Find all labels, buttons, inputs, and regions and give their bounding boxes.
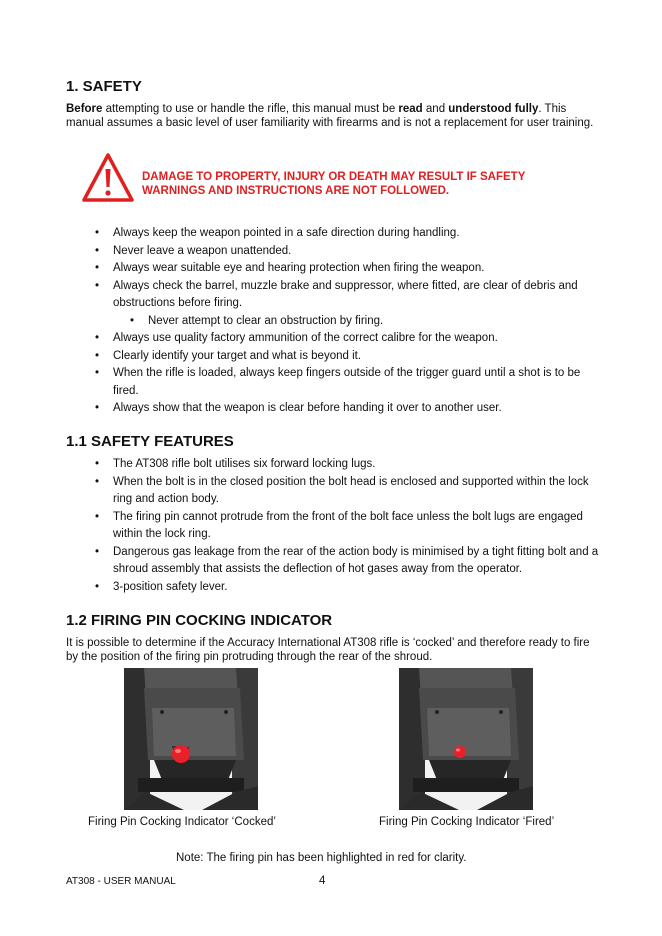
caption-cocked: Firing Pin Cocking Indicator ‘Cocked’ <box>88 816 276 828</box>
list-item: • Always check the barrel, muzzle brake and suppressor, where fitted, are clear of debris and obstructions before firing. <box>66 278 606 313</box>
firing-pin-cocked <box>172 745 190 763</box>
list-item: • When the bolt is in the closed position the bolt head is enclosed and supported within the lock ring and action body. <box>66 474 606 509</box>
safety-features-list <box>66 456 606 596</box>
page-number: 4 <box>319 875 326 887</box>
safety-warning-text: DAMAGE TO PROPERTY, INJURY OR DEATH MAY RESULT IF SAFETY WARNINGS AND INSTRUCTIONS ARE NOT FOLLOWED. <box>142 171 526 197</box>
list-item: • Always use quality factory ammunition of the correct calibre for the weapon. <box>66 330 606 348</box>
intro-understood: understood fully <box>448 103 539 115</box>
list-item: • The AT308 rifle bolt utilises six forward locking lugs. <box>66 456 606 474</box>
safety-intro-paragraph: Before attempting to use or handle the rifle, this manual must be read and understood fully. This manual assumes a basic level of user familiarity with firearms and is not a replacement for user training. <box>66 103 594 129</box>
photo-fired <box>399 668 533 810</box>
list-item: • 3-position safety lever. <box>66 579 606 597</box>
list-item: • Always keep the weapon pointed in a safe direction during handling. <box>66 225 606 243</box>
intro-before: Before <box>66 103 103 115</box>
exclamation-triangle-icon <box>80 150 136 206</box>
section-heading-safety-features: 1.1 SAFETY FEATURES <box>66 433 234 450</box>
intro-read: read <box>398 103 423 115</box>
list-sub-item: • Never attempt to clear an obstruction by firing. <box>66 313 606 331</box>
highlight-note: Note: The firing pin has been highlighted in red for clarity. <box>176 852 467 864</box>
list-item: • Always show that the weapon is clear before handing it over to another user. <box>66 400 606 418</box>
cocking-indicator-paragraph: It is possible to determine if the Accuracy International AT308 rifle is ‘cocked’ and therefore ready to fire by the position of the firing pin protruding through the rear of the shroud. <box>66 637 590 663</box>
list-item: • Clearly identify your target and what is beyond it. <box>66 348 606 366</box>
list-item: • Dangerous gas leakage from the rear of the action body is minimised by a tight fitting bolt and a shroud assembly that assists the deflection of hot gases away from the operator. <box>66 544 606 579</box>
photo-cocked <box>124 668 258 810</box>
caption-fired: Firing Pin Cocking Indicator ‘Fired’ <box>379 816 555 828</box>
list-item: • The firing pin cannot protrude from the front of the bolt face unless the bolt lugs are engaged within the lock ring. <box>66 509 606 544</box>
list-item: • When the rifle is loaded, always keep fingers outside of the trigger guard until a shot is to be fired. <box>66 365 606 400</box>
list-item: • Always wear suitable eye and hearing protection when firing the weapon. <box>66 260 606 278</box>
safety-rules-list <box>66 225 606 418</box>
footer-manual-title: AT308 - USER MANUAL <box>66 876 176 887</box>
firing-pin-fired <box>454 746 466 758</box>
list-item: • Never leave a weapon unattended. <box>66 243 606 261</box>
section-heading-safety: 1. SAFETY <box>66 78 142 95</box>
section-heading-cocking-indicator: 1.2 FIRING PIN COCKING INDICATOR <box>66 612 333 629</box>
